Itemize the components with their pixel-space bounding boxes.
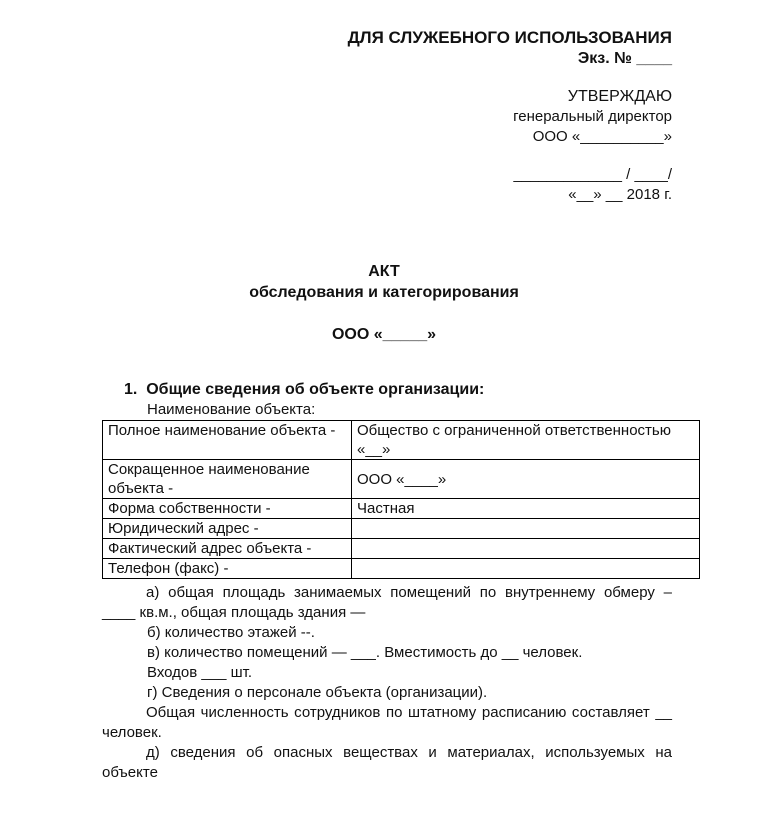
row-label: Форма собственности - [103, 499, 352, 519]
table-row [103, 559, 700, 579]
item-d-hazards: д) сведения об опасных веществах и материалах, используемых на объекте [102, 744, 672, 781]
item-v-rooms: в) количество помещений — ___. Вместимость до __ человек. [147, 644, 583, 661]
document-subtitle: обследования и категорирования [249, 284, 519, 301]
row-label: Юридический адрес - [103, 519, 352, 539]
approve-label: УТВЕРЖДАЮ [567, 88, 672, 105]
table-caption: Наименование объекта: [147, 401, 316, 418]
document-type: АКТ [368, 263, 400, 280]
row-value [352, 519, 700, 539]
table-row [103, 539, 700, 559]
row-label: Сокращенное наименование объекта - [103, 460, 352, 499]
row-value [352, 539, 700, 559]
section-heading: 1. Общие сведения об объекте организации: [124, 381, 485, 398]
table-row [103, 460, 700, 499]
copy-number: Экз. № ____ [577, 50, 672, 67]
approver-company: ООО «__________» [532, 128, 672, 145]
item-b-floors: б) количество этажей --. [147, 624, 315, 641]
signature-line: _____________ / ____/ [513, 166, 672, 183]
row-value: ООО «____» [352, 460, 700, 499]
classification-label: ДЛЯ СЛУЖЕБНОГО ИСПОЛЬЗОВАНИЯ [347, 28, 672, 47]
table-row [103, 499, 700, 519]
entrances-count: Входов ___ шт. [147, 664, 253, 681]
approver-position: генеральный директор [513, 108, 672, 125]
row-label: Фактический адрес объекта - [103, 539, 352, 559]
table-row [103, 421, 700, 460]
table-row [103, 519, 700, 539]
row-value: Общество с ограниченной ответственностью «__» [352, 421, 700, 460]
row-value [352, 559, 700, 579]
approval-date: «__» __ 2018 г. [568, 186, 672, 203]
item-g-personnel: г) Сведения о персонале объекта (организации). [147, 684, 488, 701]
row-value: Частная [352, 499, 700, 519]
document-company: ООО «_____» [331, 326, 437, 343]
staff-count: Общая численность сотрудников по штатному расписанию составляет __ человек. [102, 704, 672, 741]
row-label: Полное наименование объекта - [103, 421, 352, 460]
object-info-table [102, 420, 700, 579]
item-a-area: а) общая площадь занимаемых помещений по внутреннему обмеру – ____ кв.м., общая площадь здания — [102, 584, 672, 621]
row-label: Телефон (факс) - [103, 559, 352, 579]
